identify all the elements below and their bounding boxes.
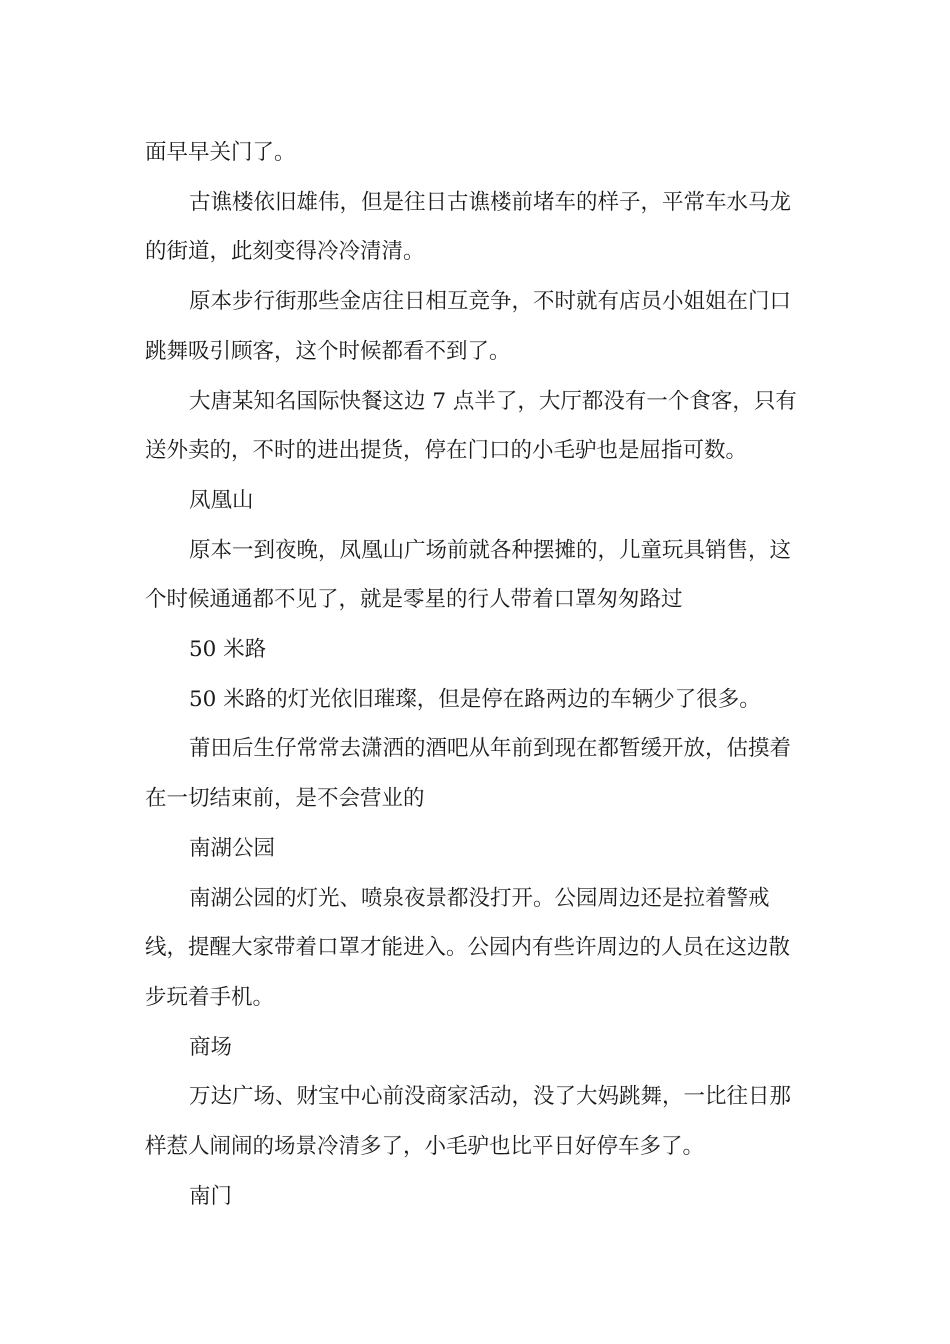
paragraph-bars: 莆田后生仔常常去潇洒的酒吧从年前到现在都暂缓开放，估摸着在一切结束前，是不会营业的 [145,736,792,812]
section-heading-fenghuangshan: 凤凰山 [189,487,254,513]
paragraph-gu-qiao-lou: 古谯楼依旧雄伟，但是往日古谯楼前堵车的样子，平常车水马龙的街道，此刻变得冷冷清清。 [145,189,792,265]
paragraph-fast-food: 大唐某知名国际快餐这边 7 点半了，大厅都没有一个食客，只有送外卖的，不时的进出提货，停在门口的小毛驴也是屈指可数。 [145,388,797,464]
section-heading-mall: 商场 [189,1034,233,1060]
paragraph-pedestrian-street: 原本步行街那些金店往日相互竞争，不时就有店员小姐姐在门口跳舞吸引顾客，这个时候都看不到了。 [145,289,792,364]
paragraph-mall: 万达广场、财宝中心前没商家活动，没了大妈跳舞，一比往日那样惹人闹闹的场景冷清多了，小毛驴也比平日好停车多了。 [145,1084,792,1160]
document-body [145,128,809,1221]
section-heading-50m-road: 50 米路 [189,637,267,663]
paragraph-50m-road-lights: 50 米路的灯光依旧璀璨，但是停在路两边的车辆少了很多。 [189,686,761,712]
paragraph-continuation: 面早早关门了。 [145,140,296,165]
section-heading-nanmen: 南门 [189,1183,233,1209]
paragraph-nanhu-park: 南湖公园的灯光、喷泉夜景都没打开。公园周边还是拉着警戒线，提醒大家带着口罩才能进入。公园内有些许周边的人员在这边散步玩着手机。 [145,885,791,1010]
section-heading-nanhu-park: 南湖公园 [189,835,276,861]
paragraph-fenghuangshan: 原本一到夜晚，凤凰山广场前就各种摆摊的，儿童玩具销售，这个时候通通都不见了，就是零星的行人带着口罩匆匆路过 [145,537,792,613]
